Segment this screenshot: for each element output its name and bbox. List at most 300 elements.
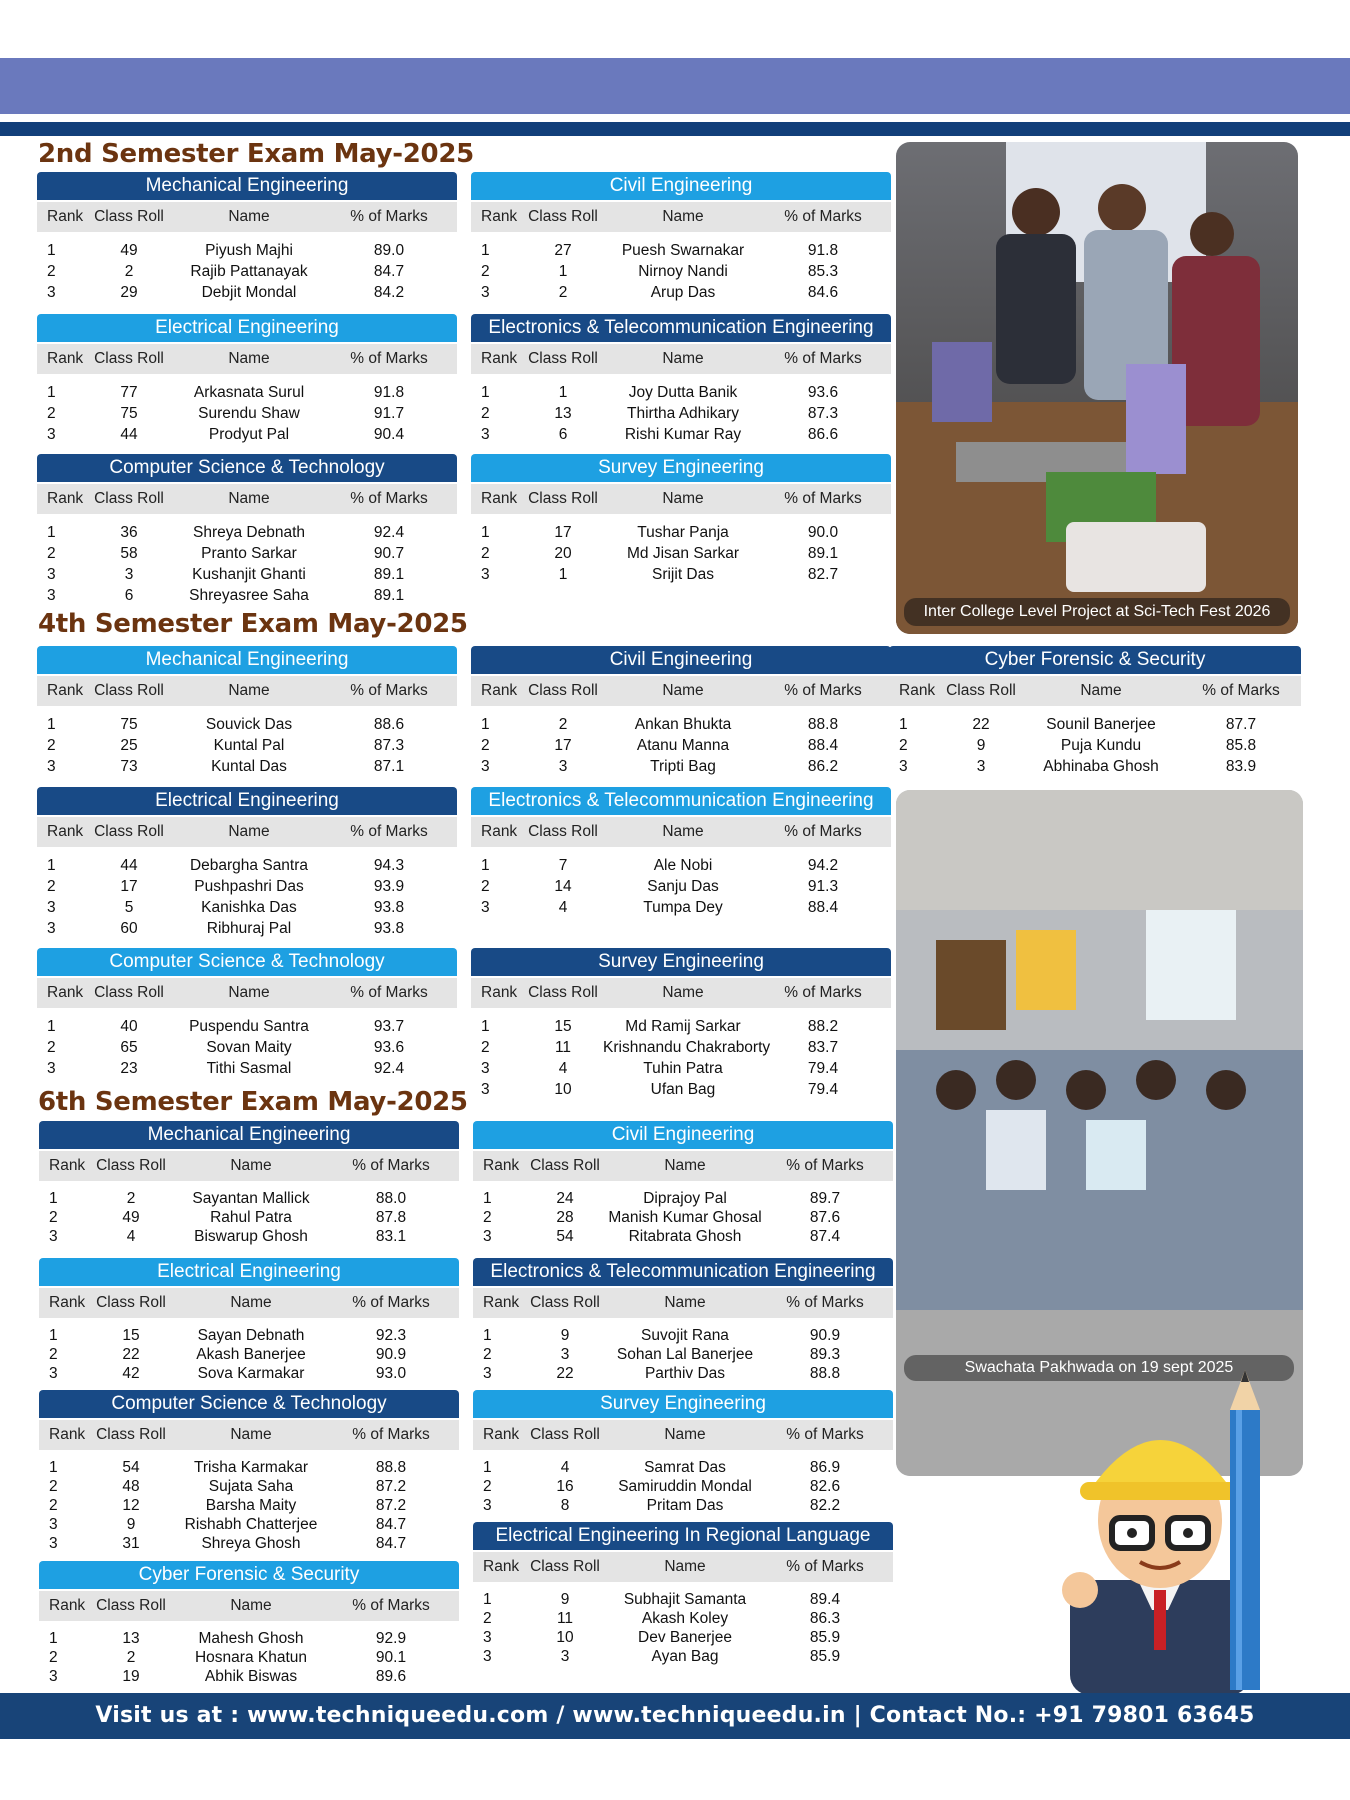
sem2-ee-results-table [37,314,457,445]
name-cell: Shreya Ghosh [201,1535,301,1552]
class-roll-cell: 4 [126,1228,136,1245]
rank-header: Rank [47,682,84,699]
name-cell: Debjit Mondal [201,284,297,301]
name-cell: Sovan Maity [206,1039,292,1056]
department-title: Electronics & Telecommunication Engineering [471,314,891,342]
class-roll-cell: 17 [554,524,572,541]
marks-cell: 92.4 [373,1060,405,1077]
class-roll-cell: 23 [120,1060,138,1077]
class-roll-cell: 25 [120,737,138,754]
marks-header: % of Marks [784,823,862,840]
rank-header: Rank [483,1558,520,1575]
marks-header: % of Marks [786,1558,864,1575]
marks-cell: 88.8 [809,1365,841,1382]
table-row [473,1496,893,1515]
name-cell: Ribhuraj Pal [206,920,292,937]
rank-header: Rank [481,350,518,367]
column-header-row [471,484,891,514]
class-roll-header: Class Roll [528,490,598,507]
class-roll-cell: 3 [976,758,986,775]
table-row [37,897,457,918]
table-row [37,282,457,303]
rank-cell: 3 [481,426,490,443]
marks-cell: 89.6 [375,1668,407,1685]
rank-cell: 3 [483,1629,492,1646]
name-header: Name [228,350,270,367]
marks-cell: 87.3 [373,737,405,754]
name-header: Name [228,490,270,507]
project-photo-image [896,142,1298,634]
sem6-etc-results-table [473,1258,893,1383]
class-roll-cell: 2 [126,1190,136,1207]
table-row [473,1326,893,1345]
class-roll-cell: 9 [560,1591,570,1608]
name-cell: Rahul Patra [210,1209,292,1226]
rank-cell: 3 [47,587,56,604]
rank-cell: 3 [47,920,56,937]
marks-cell: 84.7 [375,1535,407,1552]
name-cell: Shreyasree Saha [189,587,309,604]
table-row [473,1477,893,1496]
class-roll-cell: 60 [120,920,138,937]
table-row [37,261,457,282]
rank-cell: 3 [47,758,56,775]
class-roll-cell: 3 [560,1346,570,1363]
name-cell: Shreya Debnath [192,524,306,541]
rank-header: Rank [47,350,84,367]
header-band [0,58,1350,114]
results-rows [473,1318,893,1383]
marks-cell: 90.7 [373,545,405,562]
class-roll-cell: 9 [560,1327,570,1344]
marks-cell: 79.4 [807,1081,839,1098]
results-rows [37,514,457,606]
name-header: Name [1080,682,1122,699]
rank-cell: 1 [49,1630,58,1647]
table-row [471,382,891,403]
department-title: Civil Engineering [471,646,891,674]
name-cell: Tushar Panja [637,524,729,541]
name-cell: Rajib Pattanayak [190,263,308,280]
name-cell: Piyush Majhi [205,242,293,259]
marks-cell: 91.3 [807,878,839,895]
rank-header: Rank [481,208,518,225]
marks-cell: 88.6 [373,716,405,733]
marks-header: % of Marks [350,682,428,699]
rank-cell: 1 [47,524,56,541]
marks-cell: 87.7 [1225,716,1257,733]
name-cell: Tuhin Patra [643,1060,723,1077]
class-roll-cell: 3 [558,758,568,775]
class-roll-cell: 77 [120,384,138,401]
name-header: Name [228,984,270,1001]
name-cell: Arkasnata Surul [193,384,305,401]
marks-cell: 87.6 [809,1209,841,1226]
table-row [471,240,891,261]
marks-cell: 91.8 [373,384,405,401]
class-roll-cell: 8 [560,1497,570,1514]
table-row [39,1189,459,1208]
name-header: Name [228,823,270,840]
sem2-cst-results-table [37,454,457,606]
class-roll-cell: 17 [554,737,572,754]
table-row [39,1345,459,1364]
class-roll-cell: 14 [554,878,572,895]
sem4-cfs-results-table [889,646,1301,777]
table-row [39,1227,459,1246]
rank-cell: 1 [47,1018,56,1035]
class-roll-header: Class Roll [530,1294,600,1311]
table-row [471,403,891,424]
marks-header: % of Marks [352,1597,430,1614]
rank-cell: 1 [481,1018,490,1035]
rank-cell: 2 [481,737,490,754]
table-row [473,1227,893,1246]
name-header: Name [662,350,704,367]
sem4-me-results-table [37,646,457,777]
marks-cell: 83.7 [807,1039,839,1056]
table-row [471,855,891,876]
marks-cell: 93.6 [807,384,839,401]
class-roll-header: Class Roll [96,1294,166,1311]
table-row [39,1477,459,1496]
marks-cell: 89.4 [809,1591,841,1608]
marks-cell: 93.8 [373,920,405,937]
class-roll-cell: 10 [554,1081,572,1098]
class-roll-cell: 20 [554,545,572,562]
class-roll-cell: 1 [558,384,568,401]
department-title: Computer Science & Technology [37,948,457,976]
name-cell: Trisha Karmakar [194,1459,308,1476]
class-roll-cell: 6 [558,426,568,443]
marks-cell: 94.2 [807,857,839,874]
table-row [39,1208,459,1227]
table-row [471,1079,891,1100]
table-row [37,240,457,261]
rank-cell: 2 [49,1209,58,1226]
class-roll-header: Class Roll [94,984,164,1001]
marks-cell: 92.4 [373,524,405,541]
sem6-ce-results-table [473,1121,893,1246]
column-header-row [37,484,457,514]
marks-cell: 88.8 [807,716,839,733]
rank-cell: 3 [49,1365,58,1382]
rank-cell: 2 [49,1478,58,1495]
column-header-row [471,202,891,232]
name-cell: Kuntal Pal [213,737,285,754]
name-header: Name [228,682,270,699]
marks-cell: 90.9 [375,1346,407,1363]
department-title: Electrical Engineering In Regional Language [473,1522,893,1550]
sem4-se-results-table [471,948,891,1100]
name-cell: Sohan Lal Banerjee [616,1346,754,1363]
results-rows [471,232,891,303]
marks-cell: 85.9 [809,1629,841,1646]
results-rows [471,514,891,585]
results-rows [39,1621,459,1686]
name-cell: Ale Nobi [653,857,713,874]
column-header-row [473,1552,893,1582]
table-row [471,1037,891,1058]
marks-header: % of Marks [786,1294,864,1311]
marks-cell: 93.6 [373,1039,405,1056]
column-header-row [37,978,457,1008]
class-roll-cell: 9 [976,737,986,754]
marks-cell: 84.7 [375,1516,407,1533]
rank-cell: 1 [899,716,908,733]
name-cell: Mahesh Ghosh [198,1630,304,1647]
name-cell: Sova Karmakar [197,1365,305,1382]
rank-cell: 3 [49,1668,58,1685]
rank-cell: 3 [483,1228,492,1245]
rank-cell: 1 [49,1327,58,1344]
name-cell: Tumpa Dey [643,899,723,916]
class-roll-cell: 22 [972,716,990,733]
marks-cell: 89.1 [807,545,839,562]
rank-header: Rank [481,490,518,507]
rank-cell: 2 [47,263,56,280]
sem2-ce-results-table [471,172,891,303]
table-row [471,1058,891,1079]
table-row [471,714,891,735]
table-row [37,1037,457,1058]
results-rows [889,706,1301,777]
marks-cell: 88.4 [807,737,839,754]
class-roll-cell: 11 [554,1039,572,1056]
table-row [37,403,457,424]
class-roll-cell: 10 [556,1629,574,1646]
class-roll-header: Class Roll [528,823,598,840]
rank-cell: 2 [899,737,908,754]
class-roll-header: Class Roll [96,1157,166,1174]
class-roll-cell: 4 [558,899,568,916]
department-title: Survey Engineering [471,454,891,482]
rank-cell: 1 [47,242,56,259]
header-rule [0,122,1350,136]
department-title: Electrical Engineering [37,787,457,815]
name-header: Name [230,1426,272,1443]
name-cell: Pritam Das [646,1497,724,1514]
name-cell: Suvojit Rana [641,1327,729,1344]
class-roll-cell: 2 [126,1649,136,1666]
name-cell: Sayantan Mallick [192,1190,310,1207]
class-roll-header: Class Roll [94,490,164,507]
class-roll-cell: 27 [554,242,572,259]
rank-cell: 1 [483,1190,492,1207]
column-header-row [39,1151,459,1181]
marks-cell: 94.3 [373,857,405,874]
rank-cell: 3 [899,758,908,775]
table-row [471,735,891,756]
class-roll-cell: 49 [122,1209,140,1226]
rank-cell: 3 [47,566,56,583]
rank-cell: 3 [47,899,56,916]
name-cell: Pushpashri Das [194,878,304,895]
marks-cell: 87.3 [807,405,839,422]
name-cell: Subhajit Samanta [623,1591,747,1608]
column-header-row [37,202,457,232]
results-rows [473,1582,893,1666]
rank-cell: 2 [481,878,490,895]
table-row [471,876,891,897]
class-roll-header: Class Roll [94,208,164,225]
rank-cell: 3 [481,284,490,301]
table-row [37,585,457,606]
rank-header: Rank [481,682,518,699]
name-cell: Sanju Das [647,878,719,895]
department-title: Electronics & Telecommunication Engineering [471,787,891,815]
name-header: Name [662,490,704,507]
marks-header: % of Marks [784,490,862,507]
class-roll-cell: 13 [122,1630,140,1647]
column-header-row [37,676,457,706]
name-header: Name [664,1294,706,1311]
table-row [37,756,457,777]
name-header: Name [664,1558,706,1575]
table-row [473,1364,893,1383]
marks-cell: 85.8 [1225,737,1257,754]
department-title: Electronics & Telecommunication Engineering [473,1258,893,1286]
sem4-ce-results-table [471,646,891,777]
class-roll-cell: 75 [120,716,138,733]
name-cell: Tithi Sasmal [206,1060,292,1077]
table-row [37,564,457,585]
marks-cell: 93.7 [373,1018,405,1035]
name-header: Name [662,984,704,1001]
department-title: Survey Engineering [471,948,891,976]
name-cell: Md Jisan Sarkar [627,545,739,562]
rank-cell: 3 [481,758,490,775]
rank-header: Rank [47,984,84,1001]
class-roll-cell: 15 [122,1327,140,1344]
department-title: Computer Science & Technology [37,454,457,482]
rank-cell: 3 [49,1228,58,1245]
sem6-se-results-table [473,1390,893,1515]
table-row [473,1628,893,1647]
name-cell: Abhinaba Ghosh [1043,758,1159,775]
class-roll-cell: 29 [120,284,138,301]
table-row [39,1515,459,1534]
results-rows [37,706,457,777]
marks-header: % of Marks [784,984,862,1001]
department-title: Civil Engineering [471,172,891,200]
sem4-title: 4th Semester Exam May-2025 [38,609,468,639]
marks-cell: 85.3 [807,263,839,280]
class-roll-cell: 24 [556,1190,574,1207]
table-row [889,756,1301,777]
department-title: Computer Science & Technology [39,1390,459,1418]
name-cell: Puja Kundu [1060,737,1142,754]
class-roll-cell: 12 [122,1497,140,1514]
class-roll-cell: 58 [120,545,138,562]
name-cell: Ankan Bhukta [634,716,732,733]
sem6-title: 6th Semester Exam May-2025 [38,1087,468,1117]
name-cell: Surendu Shaw [198,405,300,422]
table-row [471,1016,891,1037]
marks-cell: 88.2 [807,1018,839,1035]
marks-cell: 89.1 [373,566,405,583]
department-title: Civil Engineering [473,1121,893,1149]
table-row [37,714,457,735]
class-roll-cell: 36 [120,524,138,541]
class-roll-cell: 54 [122,1459,140,1476]
rank-cell: 2 [49,1649,58,1666]
class-roll-cell: 75 [120,405,138,422]
rank-header: Rank [49,1157,86,1174]
table-row [37,735,457,756]
class-roll-cell: 42 [122,1365,140,1382]
column-header-row [37,344,457,374]
sem4-etc-results-table [471,787,891,918]
table-row [471,756,891,777]
marks-cell: 91.8 [807,242,839,259]
column-header-row [39,1420,459,1450]
department-title: Cyber Forensic & Security [889,646,1301,674]
results-rows [39,1450,459,1553]
class-roll-cell: 31 [122,1535,140,1552]
table-row [39,1648,459,1667]
class-roll-header: Class Roll [94,823,164,840]
table-row [889,735,1301,756]
class-roll-cell: 2 [558,716,568,733]
class-roll-cell: 11 [556,1610,574,1627]
marks-cell: 88.8 [375,1459,407,1476]
rank-header: Rank [481,984,518,1001]
table-row [37,424,457,445]
rank-header: Rank [47,208,84,225]
marks-cell: 92.3 [375,1327,407,1344]
class-roll-cell: 22 [122,1346,140,1363]
class-roll-cell: 13 [554,405,572,422]
rank-cell: 3 [47,284,56,301]
class-roll-cell: 15 [554,1018,572,1035]
rank-cell: 2 [481,405,490,422]
class-roll-header: Class Roll [96,1597,166,1614]
column-header-row [889,676,1301,706]
table-row [39,1629,459,1648]
marks-header: % of Marks [350,350,428,367]
department-title: Mechanical Engineering [37,172,457,200]
rank-cell: 2 [483,1209,492,1226]
marks-cell: 87.8 [375,1209,407,1226]
rank-cell: 3 [49,1516,58,1533]
sem4-cst-results-table [37,948,457,1079]
rank-header: Rank [47,490,84,507]
rank-cell: 3 [481,899,490,916]
results-rows [37,1008,457,1079]
class-roll-cell: 65 [120,1039,138,1056]
name-header: Name [662,823,704,840]
marks-cell: 84.7 [373,263,405,280]
sem2-se-results-table [471,454,891,585]
class-roll-cell: 3 [124,566,134,583]
rank-cell: 3 [481,1060,490,1077]
name-cell: Akash Koley [641,1610,729,1627]
class-roll-cell: 1 [558,263,568,280]
marks-cell: 90.0 [807,524,839,541]
name-cell: Krishnandu Chakraborty [603,1039,771,1056]
table-row [471,543,891,564]
marks-cell: 90.9 [809,1327,841,1344]
marks-cell: 93.0 [375,1365,407,1382]
name-cell: Thirtha Adhikary [627,405,739,422]
name-cell: Ufan Bag [650,1081,716,1098]
marks-cell: 79.4 [807,1060,839,1077]
table-row [39,1364,459,1383]
marks-cell: 90.4 [373,426,405,443]
class-roll-cell: 40 [120,1018,138,1035]
column-header-row [39,1591,459,1621]
